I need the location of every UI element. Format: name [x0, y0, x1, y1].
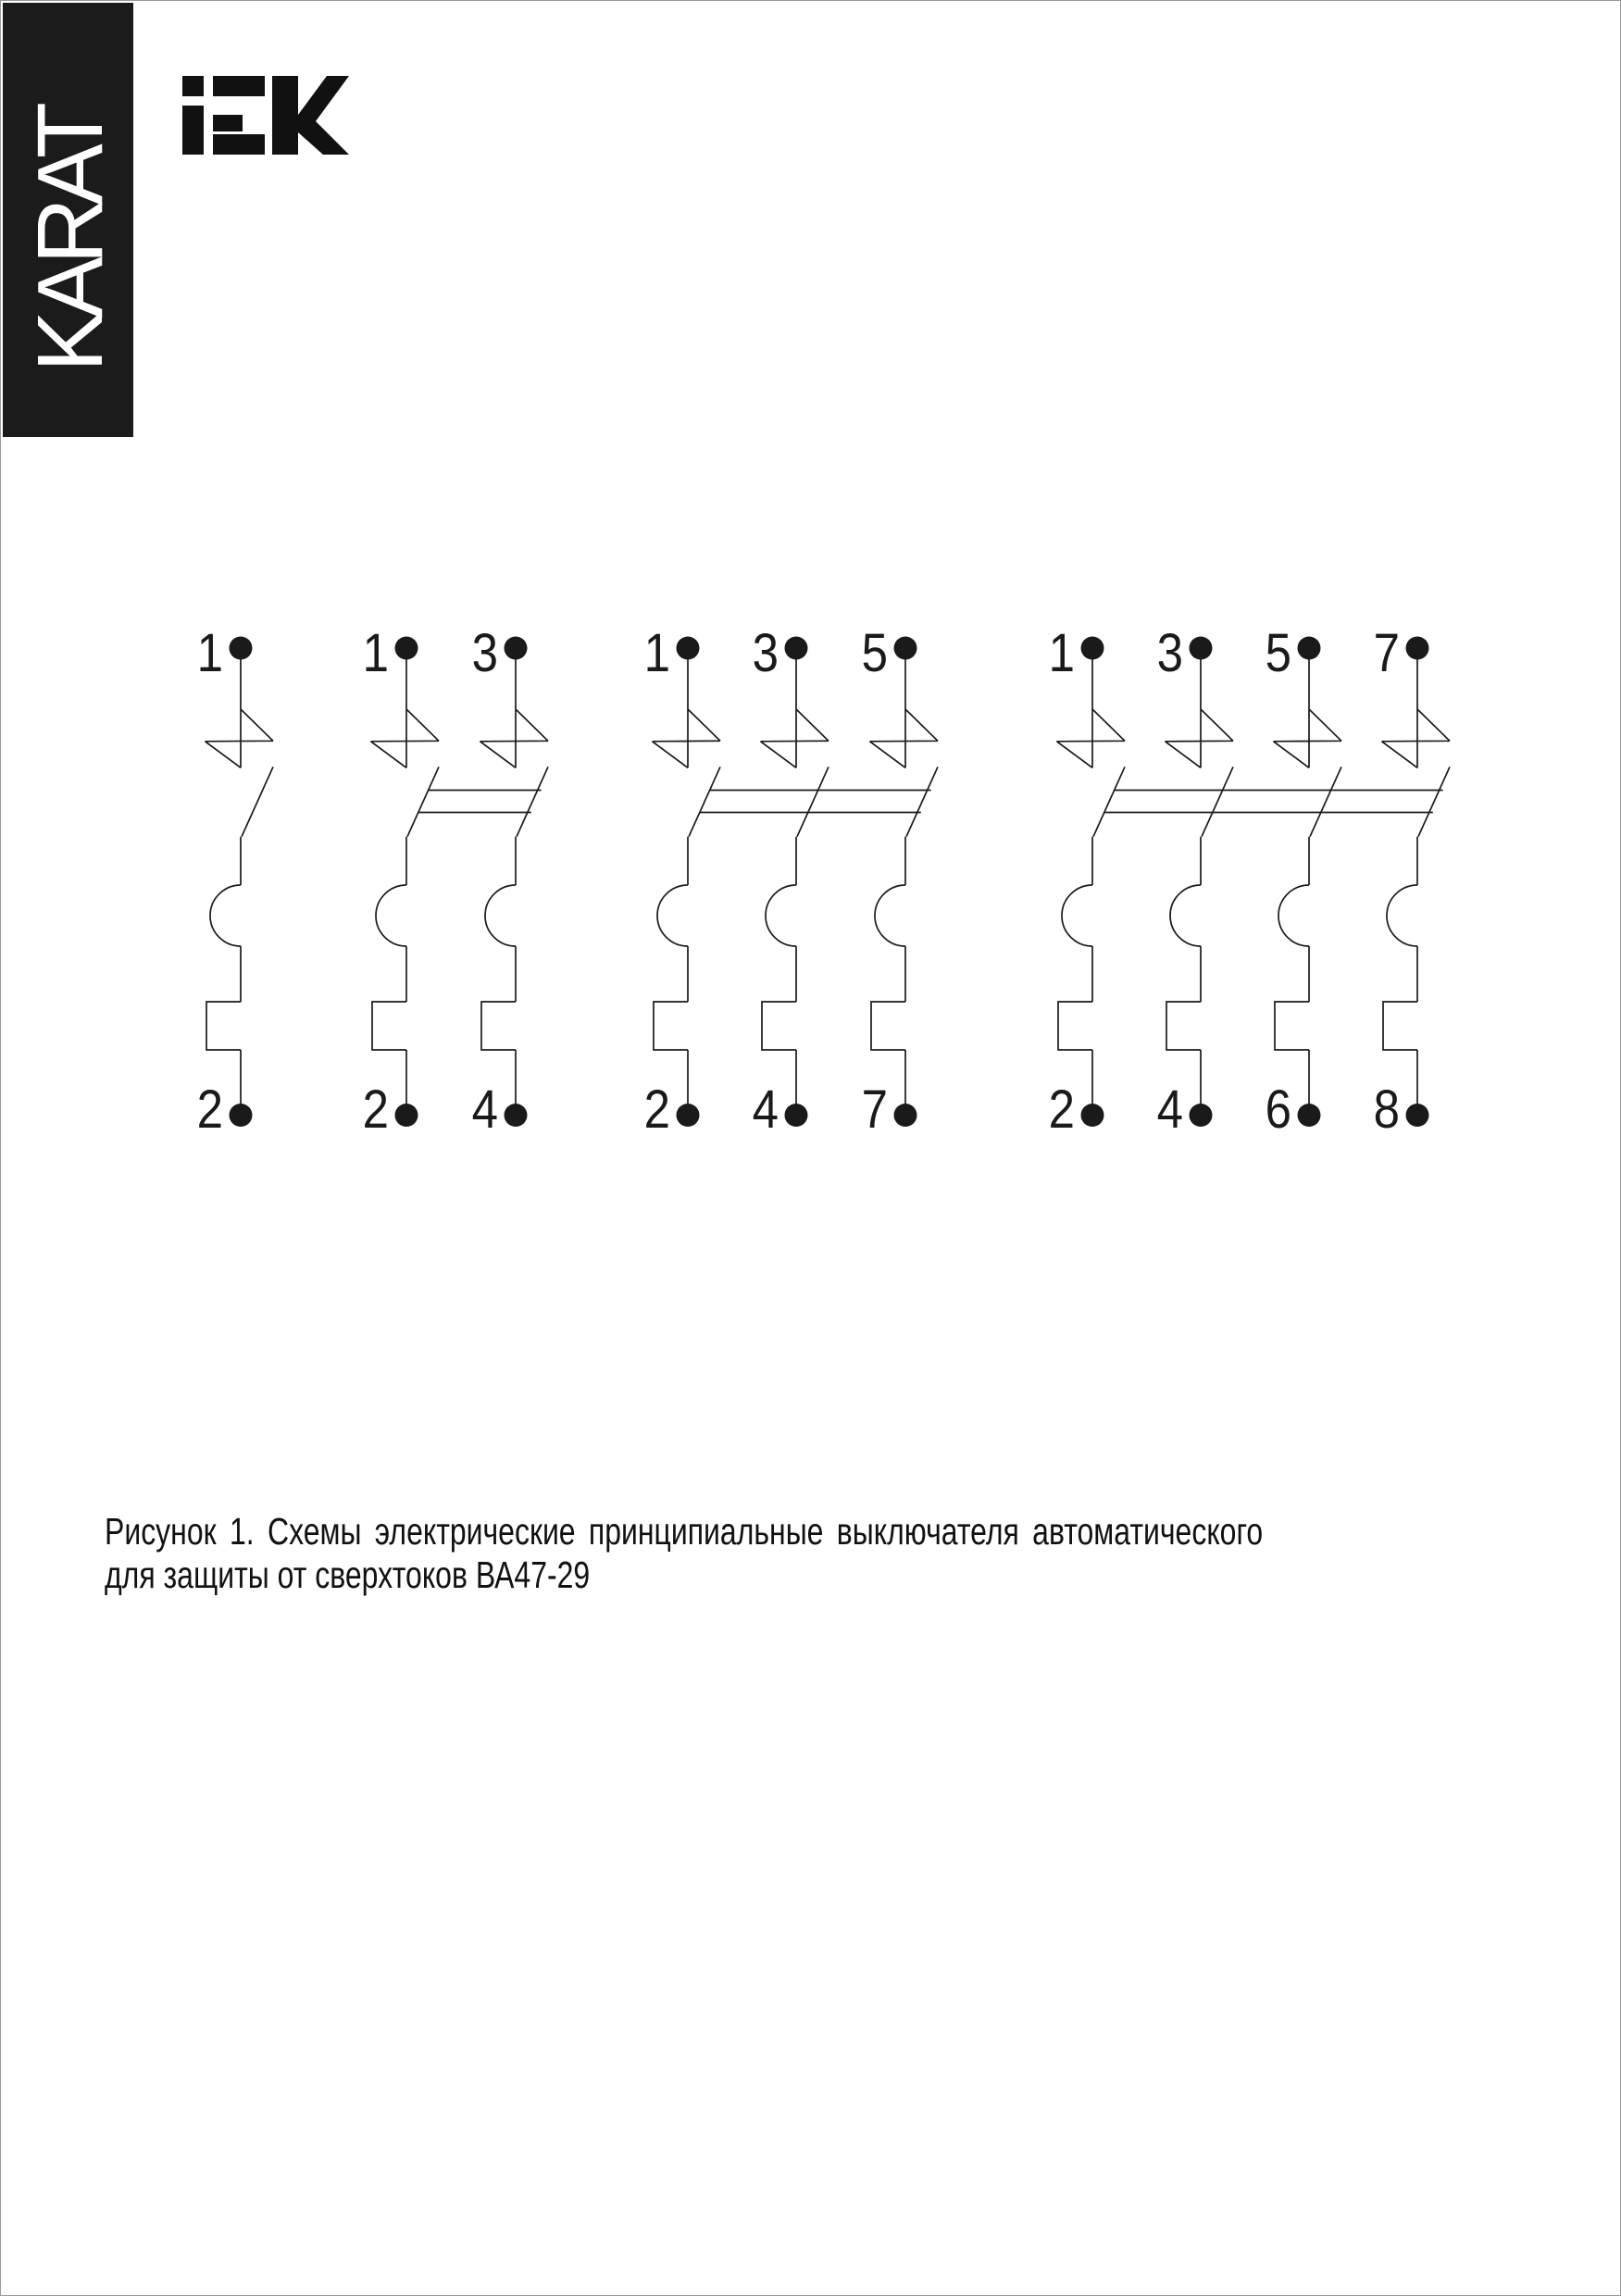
breaker-schematics: [1, 1, 1621, 2296]
terminal-label-bottom: 4: [471, 1079, 498, 1140]
terminal-label-top: 3: [752, 622, 779, 683]
terminal-label-bottom: 4: [752, 1079, 779, 1140]
terminal-label-top: 5: [861, 622, 888, 683]
terminal-label-bottom: 7: [861, 1079, 888, 1140]
figure-caption-line2: для защиты от сверхтоков ВА47-29: [105, 1554, 591, 1596]
diagram-3-pole: [644, 623, 938, 1140]
terminal-dot-bottom: [505, 1104, 528, 1127]
terminal-label-bottom: 2: [196, 1079, 223, 1140]
terminal-dot-top: [1406, 637, 1429, 660]
terminal-dot-top: [1190, 637, 1213, 660]
terminal-dot-bottom: [1298, 1104, 1321, 1127]
pole-symbol: [1166, 648, 1234, 1116]
karat-banner-text: KARAT: [19, 102, 122, 372]
figure-caption-line1: Рисунок 1. Схемы электрические принципиальные выключателя автоматического: [105, 1510, 1264, 1553]
terminal-label-bottom: 2: [362, 1079, 389, 1140]
terminal-label-bottom: 2: [1048, 1079, 1075, 1140]
pole-symbol: [206, 648, 274, 1116]
pole-symbol: [1057, 648, 1126, 1116]
terminal-dot-top: [677, 637, 700, 660]
terminal-dot-bottom: [1190, 1104, 1213, 1127]
terminal-label-top: 1: [362, 622, 389, 683]
pole-symbol: [870, 648, 939, 1116]
pole-symbol: [1274, 648, 1342, 1116]
pole-symbol: [371, 648, 440, 1116]
diagram-2-pole: [363, 623, 548, 1140]
terminal-label-top: 1: [196, 622, 223, 683]
terminal-dot-bottom: [1406, 1104, 1429, 1127]
terminal-dot-top: [1081, 637, 1104, 660]
terminal-label-top: 7: [1373, 622, 1400, 683]
diagram-4-pole: [1049, 623, 1450, 1140]
terminal-dot-top: [505, 637, 528, 660]
terminal-dot-bottom: [785, 1104, 808, 1127]
pole-symbol: [761, 648, 829, 1116]
terminal-label-bottom: 6: [1265, 1079, 1291, 1140]
terminal-label-bottom: 8: [1373, 1079, 1400, 1140]
pole-symbol: [653, 648, 721, 1116]
terminal-dot-top: [1298, 637, 1321, 660]
terminal-label-top: 3: [471, 622, 498, 683]
terminal-dot-bottom: [677, 1104, 700, 1127]
terminal-label-bottom: 4: [1156, 1079, 1183, 1140]
terminal-dot-bottom: [395, 1104, 418, 1127]
terminal-dot-bottom: [894, 1104, 917, 1127]
diagram-1-pole: [197, 623, 273, 1140]
terminal-dot-top: [785, 637, 808, 660]
terminal-label-top: 1: [1048, 622, 1075, 683]
terminal-label-top: 3: [1156, 622, 1183, 683]
terminal-dot-bottom: [230, 1104, 253, 1127]
pole-symbol: [480, 648, 549, 1116]
figure-caption: [105, 1510, 1308, 1597]
terminal-dot-top: [230, 637, 253, 660]
pole-symbol: [1382, 648, 1451, 1116]
terminal-dot-bottom: [1081, 1104, 1104, 1127]
terminal-dot-top: [395, 637, 418, 660]
terminal-label-top: 1: [643, 622, 670, 683]
terminal-label-top: 5: [1265, 622, 1291, 683]
terminal-dot-top: [894, 637, 917, 660]
terminal-label-bottom: 2: [643, 1079, 670, 1140]
